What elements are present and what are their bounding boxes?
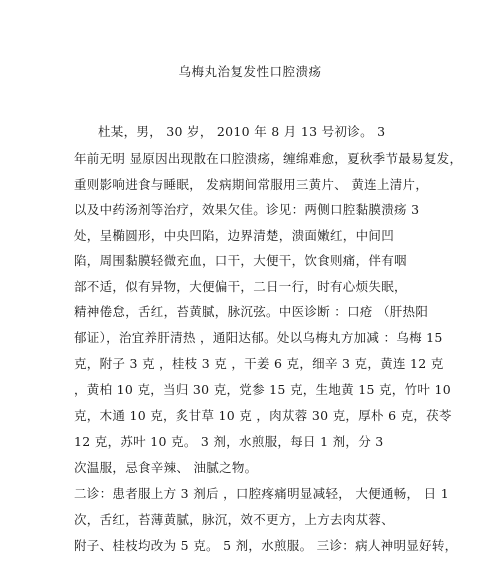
body-line-14: 次温服，忌食辛辣、 油腻之物。	[74, 460, 258, 475]
body-line-16: 次，舌红，苔薄黄腻，脉沉，效不更方，上方去肉苁蓉、	[74, 512, 395, 527]
body-line-7: 部不适，似有异物，大便偏干，二日一行，时有心烦失眠，	[74, 279, 407, 294]
body-line-5: 处，呈椭圆形，中央凹陷，边界清楚，溃面嫩红，中间凹	[74, 228, 395, 243]
body-line-9: 郁证），治宜养肝清热 ，通阳达郁。处以乌梅丸方加减 ：乌梅 15	[74, 330, 443, 345]
body-line-4: 以及中药汤剂等治疗，效果欠佳。诊见：两侧口腔黏膜溃疡 3	[74, 202, 420, 217]
document-title: 乌梅丸治复发性口腔溃疡	[178, 64, 322, 79]
body-line-6: 陷，周围黏膜轻微充血，口干，大便干，饮食则痛，伴有咽	[74, 253, 407, 268]
body-line-12: 克，木通 10 克，炙甘草 10 克 ，肉苁蓉 30 克，厚朴 6 克，茯苓	[74, 408, 452, 423]
body-line-11: ，黄柏 10 克，当归 30 克，党参 15 克，生地黄 15 克，竹叶 10	[74, 382, 451, 397]
body-line-3: 重则影响进食与睡眠， 发病期间常服用三黄片、 黄连上清片，	[74, 177, 429, 192]
body-line-8: 精神倦怠，舌红，苔黄腻，脉沉弦。中医诊断 ：口疮 （肝热阳	[74, 304, 429, 319]
body-line-13: 12 克，苏叶 10 克。 3 剂，水煎服，每日 1 剂，分 3	[74, 434, 384, 449]
body-line-2: 年前无明 显原因出现散在口腔溃疡，缠绵难愈，夏秋季节最易复发，	[74, 151, 463, 166]
body-line-15: 二诊：患者服上方 3 剂后 ，口腔疼痛明显减轻， 大便通畅， 日 1	[74, 486, 449, 501]
body-line-1: 杜某，男， 30 岁， 2010 年 8 月 13 号初诊。 3	[98, 124, 386, 139]
body-line-17: 附子、桂枝均改为 5 克。 5 剂，水煎服。 三诊：病人神明显好转，	[74, 538, 458, 553]
body-line-10: 克，附子 3 克 ，桂枝 3 克 ，干姜 6 克，细辛 3 克，黄连 12 克	[74, 356, 444, 371]
